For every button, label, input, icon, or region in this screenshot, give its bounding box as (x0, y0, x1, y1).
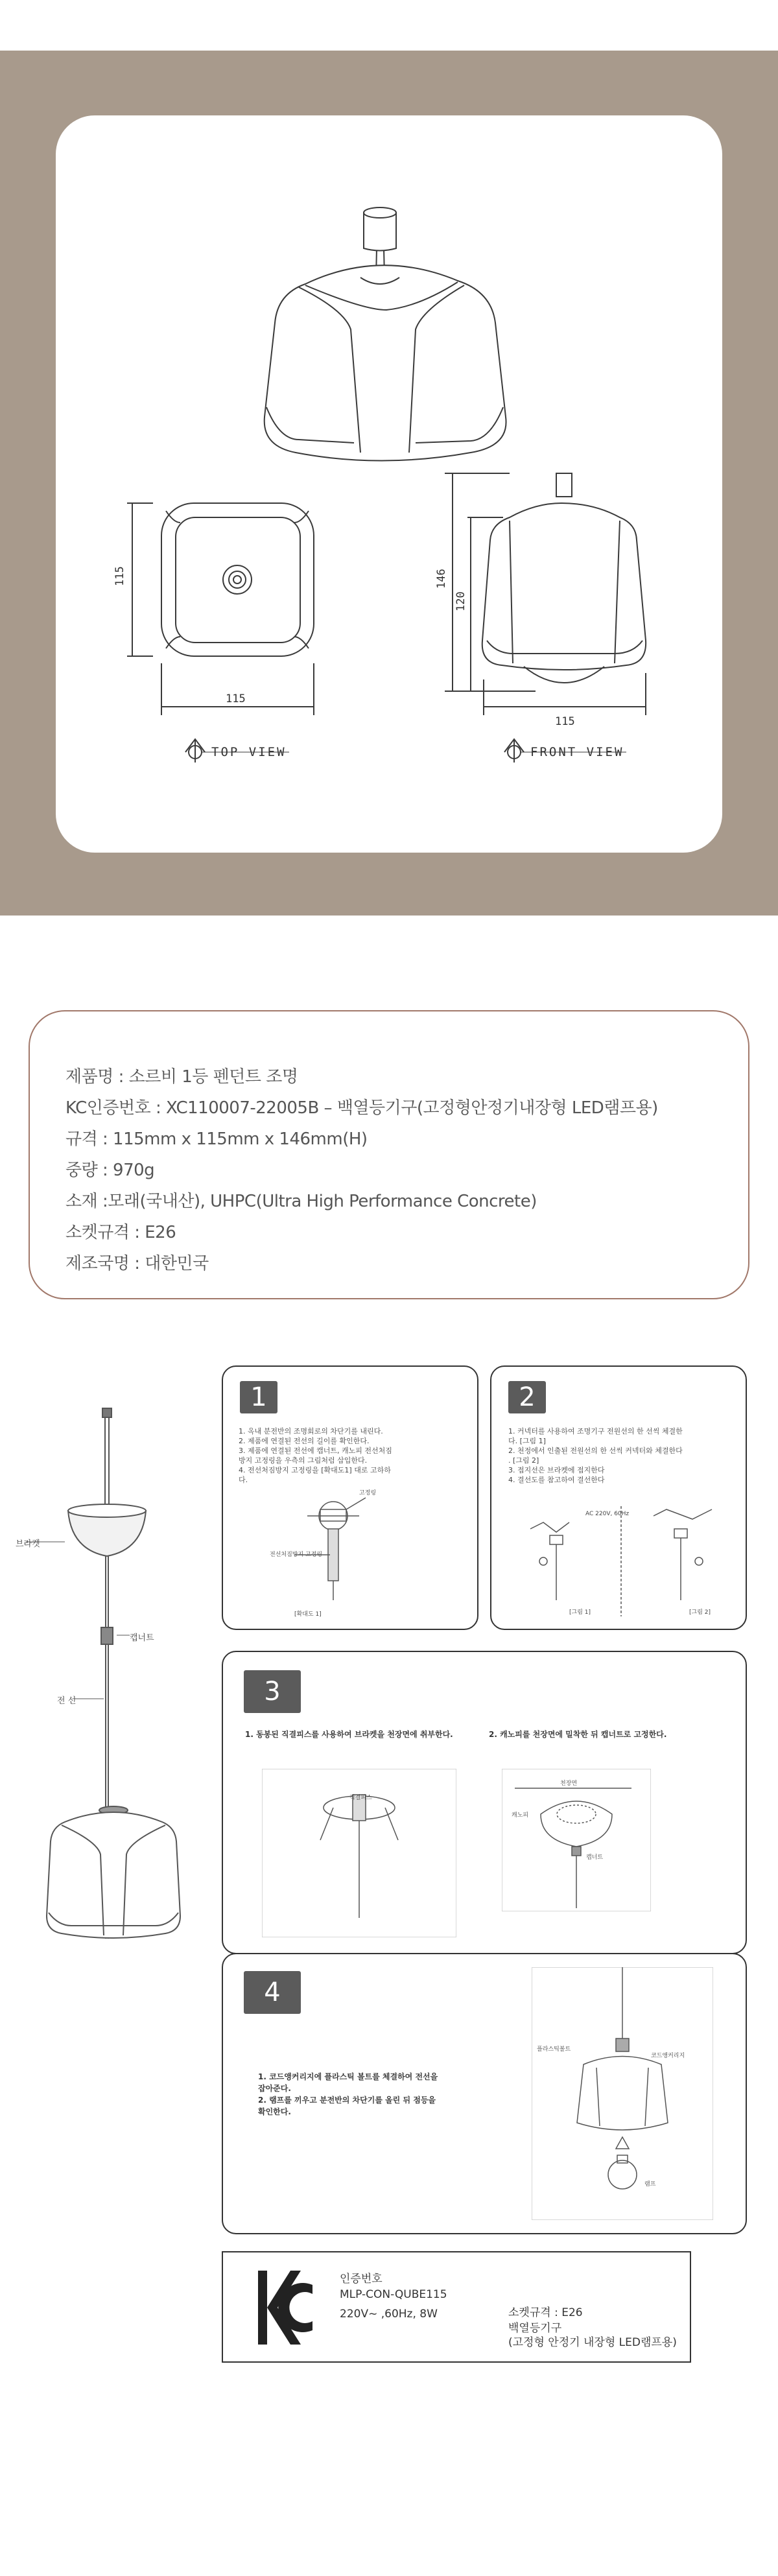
step-1-fig-caption: [확대도 1] (294, 1611, 322, 1618)
step-4-line: 2. 램프를 끼우고 분전반의 차단기를 올린 뒤 점등을 (258, 2096, 436, 2105)
step-2-fig-caption-2: [그림 2] (689, 1609, 711, 1616)
step-1-panel (222, 1365, 478, 1630)
kc-certification-box (222, 2251, 691, 2363)
step-1-line: 3. 제품에 연결된 전선에 캡너트, 캐노피 전선처짐 (239, 1447, 392, 1455)
step-4-figure (532, 1967, 713, 2220)
install-overview (0, 1407, 214, 1939)
front-height-dimension: 146 (435, 569, 448, 589)
step-2-figure (504, 1503, 738, 1620)
step-4-panel (222, 1953, 747, 2234)
step-1-line: 방지 고정링을 우측의 그림처럼 삽입한다. (239, 1456, 368, 1465)
kc-power: 220V~ ,60Hz, 8W (340, 2308, 438, 2321)
step-2-instructions (508, 1426, 735, 1485)
step-4-fig-label-b: 코드앵커리지 (651, 2053, 685, 2059)
pendant-body-illustration (45, 1802, 182, 1948)
spec-material: 소재 :모래(국내산), UHPC(Ultra High Performance Concrete) (65, 1192, 537, 1211)
step-1-badge: 1 (240, 1381, 277, 1413)
step-4-line: 확인한다. (258, 2107, 291, 2116)
spec-socket: 소켓규격 : E26 (65, 1223, 176, 1242)
top-depth-dimension: 115 (113, 566, 126, 586)
kc-socket: 소켓규격 : E26 (508, 2306, 583, 2319)
step-3-fig-label-a: 직결피스 (349, 1795, 372, 1801)
spec-kc-number: KC인증번호 : XC110007-22005B – 백열등기구(고정형안정기내장형 LED램프용) (65, 1098, 658, 1118)
kc-model: MLP-CON-QUBE115 (340, 2288, 447, 2301)
step-4-fig-label-a: 플라스틱볼트 (537, 2046, 571, 2053)
step-1-line: 2. 제품에 연결된 전선의 길이를 확인한다. (239, 1437, 370, 1445)
spec-origin: 제조국명 : 대한민국 (65, 1254, 209, 1273)
step-2-badge: 2 (508, 1381, 546, 1413)
step-4-instructions (258, 2071, 491, 2118)
step-3-figure-2 (502, 1769, 651, 1911)
technical-drawing (56, 115, 722, 853)
kc-mark-icon (258, 2271, 312, 2345)
label-bracket: 브라켓 (16, 1539, 40, 1549)
step-2-panel (490, 1365, 747, 1630)
step-3-text-2: 2. 캐노피를 천장면에 밀착한 뒤 캡너트로 고정한다. (489, 1730, 667, 1739)
step-1-line: 다. (239, 1476, 248, 1484)
step-3-badge: 3 (244, 1670, 301, 1713)
step-2-fig-caption-1: [그림 1] (569, 1609, 591, 1616)
front-width-dimension: 115 (555, 715, 575, 728)
step-4-fig-label-c: 램프 (644, 2181, 656, 2188)
spec-box (29, 1010, 749, 1299)
step-3-text-1: 1. 동봉된 직결피스를 사용하여 브라켓을 천장면에 취부한다. (245, 1730, 453, 1739)
top-view-illustration (127, 503, 314, 715)
step-2-fig-label: AC 220V, 60Hz (585, 1511, 630, 1517)
step-3-fig-label-d: 캡너트 (586, 1854, 604, 1861)
spec-product-name: 제품명 : 소르비 1등 펜던트 조명 (65, 1067, 298, 1087)
step-2-line: 3. 접지선은 브라켓에 접지한다 (508, 1466, 605, 1474)
step-2-line: 1. 커넥터를 사용하여 조명기구 전원선의 한 선씩 체결한 (508, 1427, 683, 1436)
step-3-panel (222, 1651, 747, 1954)
step-3-fig-label-c: 캐노피 (512, 1812, 529, 1819)
spec-weight: 중량 : 970g (65, 1161, 155, 1180)
perspective-view-illustration (265, 207, 506, 461)
step-1-instructions (239, 1426, 466, 1485)
step-4-line: 잡아준다. (258, 2084, 291, 2093)
top-view-label: TOP VIEW (211, 745, 287, 759)
kc-type-1: 백열등기구 (508, 2322, 562, 2335)
step-2-line: 2. 천정에서 인출된 전원선의 한 선씩 커넥터와 체결한다 (508, 1447, 683, 1455)
step-1-fig-label-a: 고정링 (359, 1490, 377, 1496)
label-connector: 캡너트 (130, 1633, 154, 1643)
step-4-badge: 4 (244, 1971, 301, 2014)
step-2-line: . [그림 2] (508, 1456, 539, 1465)
step-3-fig-label-b: 천장면 (560, 1780, 578, 1787)
step-1-line: 4. 전선처짐방지 고정링을 [확대도1] 대로 고하하 (239, 1466, 391, 1474)
step-1-fig-label-b: 전선처짐방지 고정링 (270, 1552, 323, 1558)
spec-size: 규격 : 115mm x 115mm x 146mm(H) (65, 1129, 368, 1149)
step-2-line: 다. [그림 1] (508, 1437, 546, 1445)
label-wire: 전 선 (57, 1696, 77, 1706)
front-view-illustration (445, 473, 646, 715)
step-2-line: 4. 결선도를 참고하여 결선한다 (508, 1476, 605, 1484)
front-body-dimension: 120 (454, 591, 467, 611)
step-4-line: 1. 코드앵커리지에 플라스틱 볼트를 체결하여 전선을 (258, 2072, 438, 2081)
front-view-label: FRONT VIEW (530, 745, 624, 759)
kc-type-2: (고정형 안정기 내장형 LED램프용) (508, 2336, 677, 2349)
kc-title: 인증번호 (340, 2273, 383, 2286)
drawing-card (56, 115, 722, 853)
top-width-dimension: 115 (226, 692, 246, 705)
step-1-line: 1. 옥내 분전반의 조명회로의 차단기를 내린다. (239, 1427, 383, 1436)
